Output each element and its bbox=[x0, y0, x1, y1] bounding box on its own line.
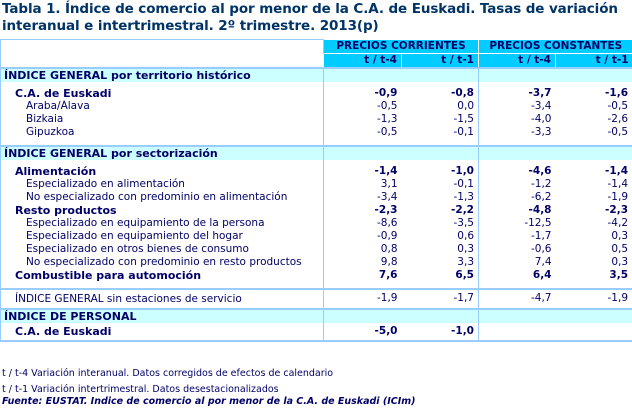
header-const-t-t4: t / t-4 bbox=[479, 53, 556, 68]
data-table bbox=[0, 39, 632, 342]
table-row: Alimentación -1,4 -1,0 -4,6 -1,4 bbox=[1, 160, 632, 178]
header-precios-corrientes: PRECIOS CORRIENTES bbox=[324, 40, 479, 54]
table-row: Especializado en equipamiento de la persona -8,6 -3,5 -12,5 -4,2 bbox=[1, 217, 632, 230]
section-header-personal bbox=[1, 309, 632, 323]
header-corr-t-t4: t / t-4 bbox=[324, 53, 402, 68]
table-row: C.A. de Euskadi -5,0 -1,0 bbox=[1, 323, 632, 341]
header-row-subcols bbox=[1, 53, 632, 68]
table-row: Araba/Álava -0,5 0,0 -3,4 -0,5 bbox=[1, 100, 632, 113]
header-corr-t-t1: t / t-1 bbox=[402, 53, 479, 68]
section-title: ÍNDICE GENERAL por territorio histórico bbox=[1, 68, 324, 82]
table-row: C.A. de Euskadi -0,9 -0,8 -3,7 -1,6 bbox=[1, 82, 632, 100]
table-row: No especializado con predominio en alimentación -3,4 -1,3 -6,2 -1,9 bbox=[1, 191, 632, 204]
section-title: ÍNDICE GENERAL por sectorización bbox=[1, 146, 324, 160]
footnote-t-t4: t / t-4 Variación interanual. Datos corregidos de efectos de calendario bbox=[2, 368, 334, 379]
table-row: No especializado con predominio en resto productos 9,8 3,3 7,4 0,3 bbox=[1, 256, 632, 269]
footnotes bbox=[2, 367, 333, 396]
table-row: Especializado en otros bienes de consumo 0,8 0,3 -0,6 0,5 bbox=[1, 243, 632, 256]
table-row: Combustible para automoción 7,6 6,5 6,4 3,5 bbox=[1, 269, 632, 282]
table-row: Bizkaia -1,3 -1,5 -4,0 -2,6 bbox=[1, 113, 632, 126]
header-row-groups bbox=[1, 40, 632, 54]
table-row: ÍNDICE GENERAL sin estaciones de servicio -1,9 -1,7 -4,7 -1,9 bbox=[1, 289, 632, 309]
header-precios-constantes: PRECIOS CONSTANTES bbox=[479, 40, 632, 54]
footnote-t-t1: t / t-1 Variación intertrimestral. Datos desestacionalizados bbox=[2, 384, 279, 395]
source-note: Fuente: EUSTAT. Indice de comercio al por menor de la C.A. de Euskadi (ICIm) bbox=[2, 396, 416, 407]
header-const-t-t1: t / t-1 bbox=[556, 53, 632, 68]
header-blank bbox=[1, 40, 324, 54]
table-title: Tabla 1. Índice de comercio al por menor de la C.A. de Euskadi. Tasas de variación interanual e intertrimestral. 2º trimestre. 2013(p) bbox=[2, 1, 618, 34]
table-row: Especializado en equipamiento del hogar -0,9 0,6 -1,7 0,3 bbox=[1, 230, 632, 243]
section-title: ÍNDICE DE PERSONAL bbox=[1, 309, 324, 323]
header-blank bbox=[1, 53, 324, 68]
section-header-sectorizacion bbox=[1, 146, 632, 160]
table-row: Gipuzkoa -0,5 -0,1 -3,3 -0,5 bbox=[1, 126, 632, 139]
section-header-territorio bbox=[1, 68, 632, 82]
table-row: Resto productos -2,3 -2,2 -4,8 -2,3 bbox=[1, 204, 632, 217]
table-row: Especializado en alimentación 3,1 -0,1 -1,2 -1,4 bbox=[1, 178, 632, 191]
